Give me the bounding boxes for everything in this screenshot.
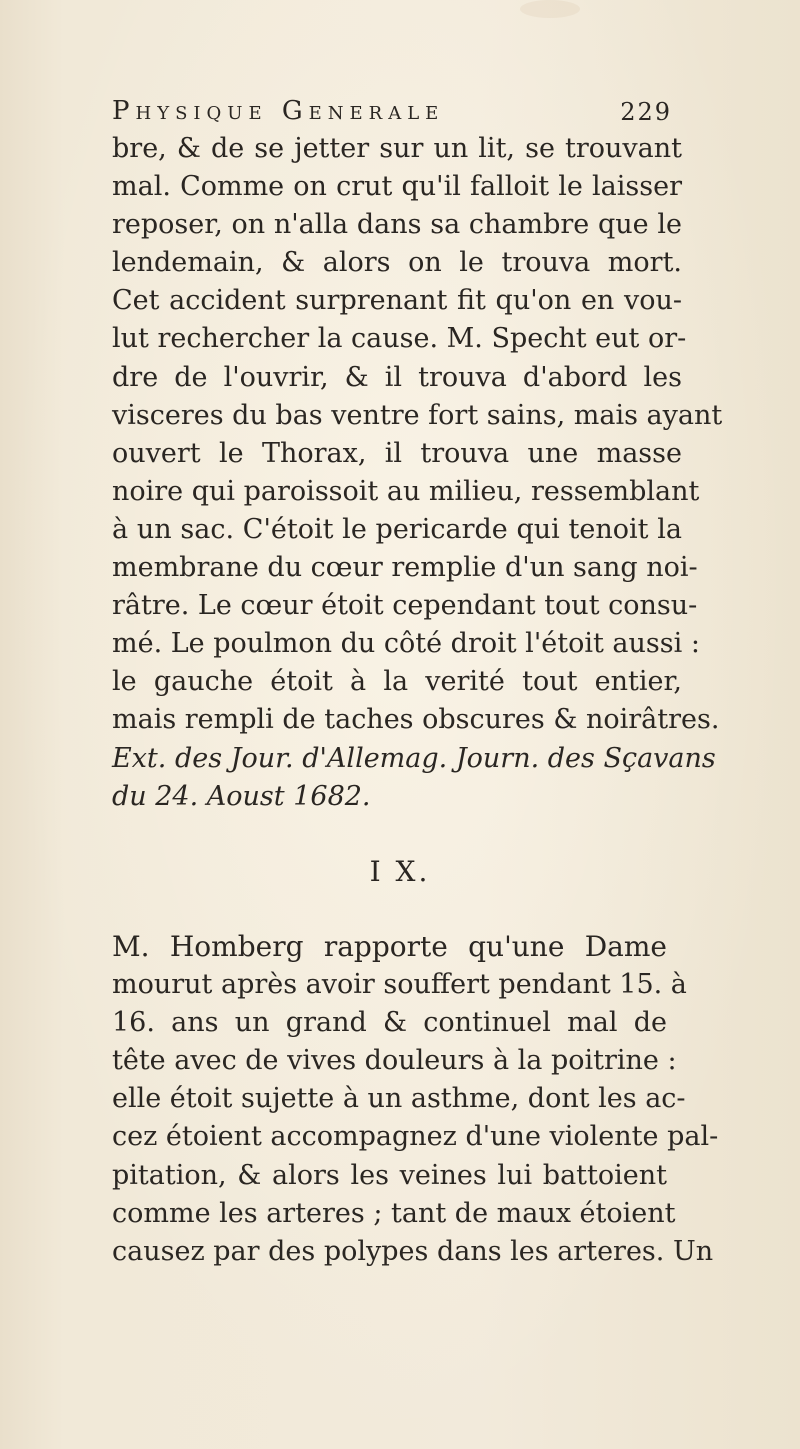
text-line: comme les arteres ; tant de maux étoient xyxy=(112,1197,676,1229)
running-title: Physique Generale xyxy=(112,96,445,126)
text-line: Cet accident surprenant fit qu'on en vou- xyxy=(112,285,682,317)
text-line: mal. Comme on crut qu'il falloit le laisser xyxy=(112,171,682,203)
section-heading: I X. xyxy=(369,855,431,888)
text-line: mais rempli de taches obscures & noirâtres. xyxy=(112,704,720,736)
paragraph-continued xyxy=(112,130,723,816)
running-header xyxy=(112,96,672,132)
text-line: reposer, on n'alla dans sa chambre que le xyxy=(112,209,682,241)
text-line: à un sac. C'étoit le pericarde qui tenoit la xyxy=(112,513,682,545)
text-line: 16. ans un grand & continuel mal de xyxy=(112,1007,667,1039)
text-line: visceres du bas ventre fort sains, mais ayant xyxy=(112,399,723,431)
text-line: membrane du cœur remplie d'un sang noi- xyxy=(112,552,698,584)
text-line: le gauche étoit à la verité tout entier, xyxy=(112,666,682,698)
text-line: râtre. Le cœur étoit cependant tout consu- xyxy=(112,590,698,622)
text-line: noire qui paroissoit au milieu, ressemblant xyxy=(112,475,700,507)
text-line: M. Homberg rapporte qu'une Dame xyxy=(112,930,667,963)
text-line: bre, & de se jetter sur un lit, se trouvant xyxy=(112,133,682,164)
citation-line: Ext. des Jour. d'Allemag. Journ. des Sçavans xyxy=(112,742,716,774)
text-line: dre de l'ouvrir, & il trouva d'abord les xyxy=(112,361,682,393)
text-line: ouvert le Thorax, il trouva une masse xyxy=(112,437,682,469)
text-line: elle étoit sujette à un asthme, dont les ac- xyxy=(112,1083,686,1115)
text-line: mourut après avoir souffert pendant 15. à xyxy=(112,969,687,1001)
text-line: cez étoient accompagnez d'une violente pal- xyxy=(112,1121,719,1153)
text-line: pitation, & alors les veines lui battoient xyxy=(112,1159,667,1191)
text-line: mé. Le poulmon du côté droit l'étoit aussi : xyxy=(112,628,700,660)
text-line: tête avec de vives douleurs à la poitrine : xyxy=(112,1045,677,1077)
text-line: causez par des polypes dans les arteres. Un xyxy=(112,1235,714,1267)
paragraph-section-ix xyxy=(112,928,719,1271)
citation-line: du 24. Aoust 1682. xyxy=(112,780,371,812)
text-line: lut rechercher la cause. M. Specht eut or- xyxy=(112,323,687,355)
text-line: lendemain, & alors on le trouva mort. xyxy=(112,247,682,279)
paper-stain xyxy=(520,0,580,18)
page-number: 229 xyxy=(620,98,672,126)
